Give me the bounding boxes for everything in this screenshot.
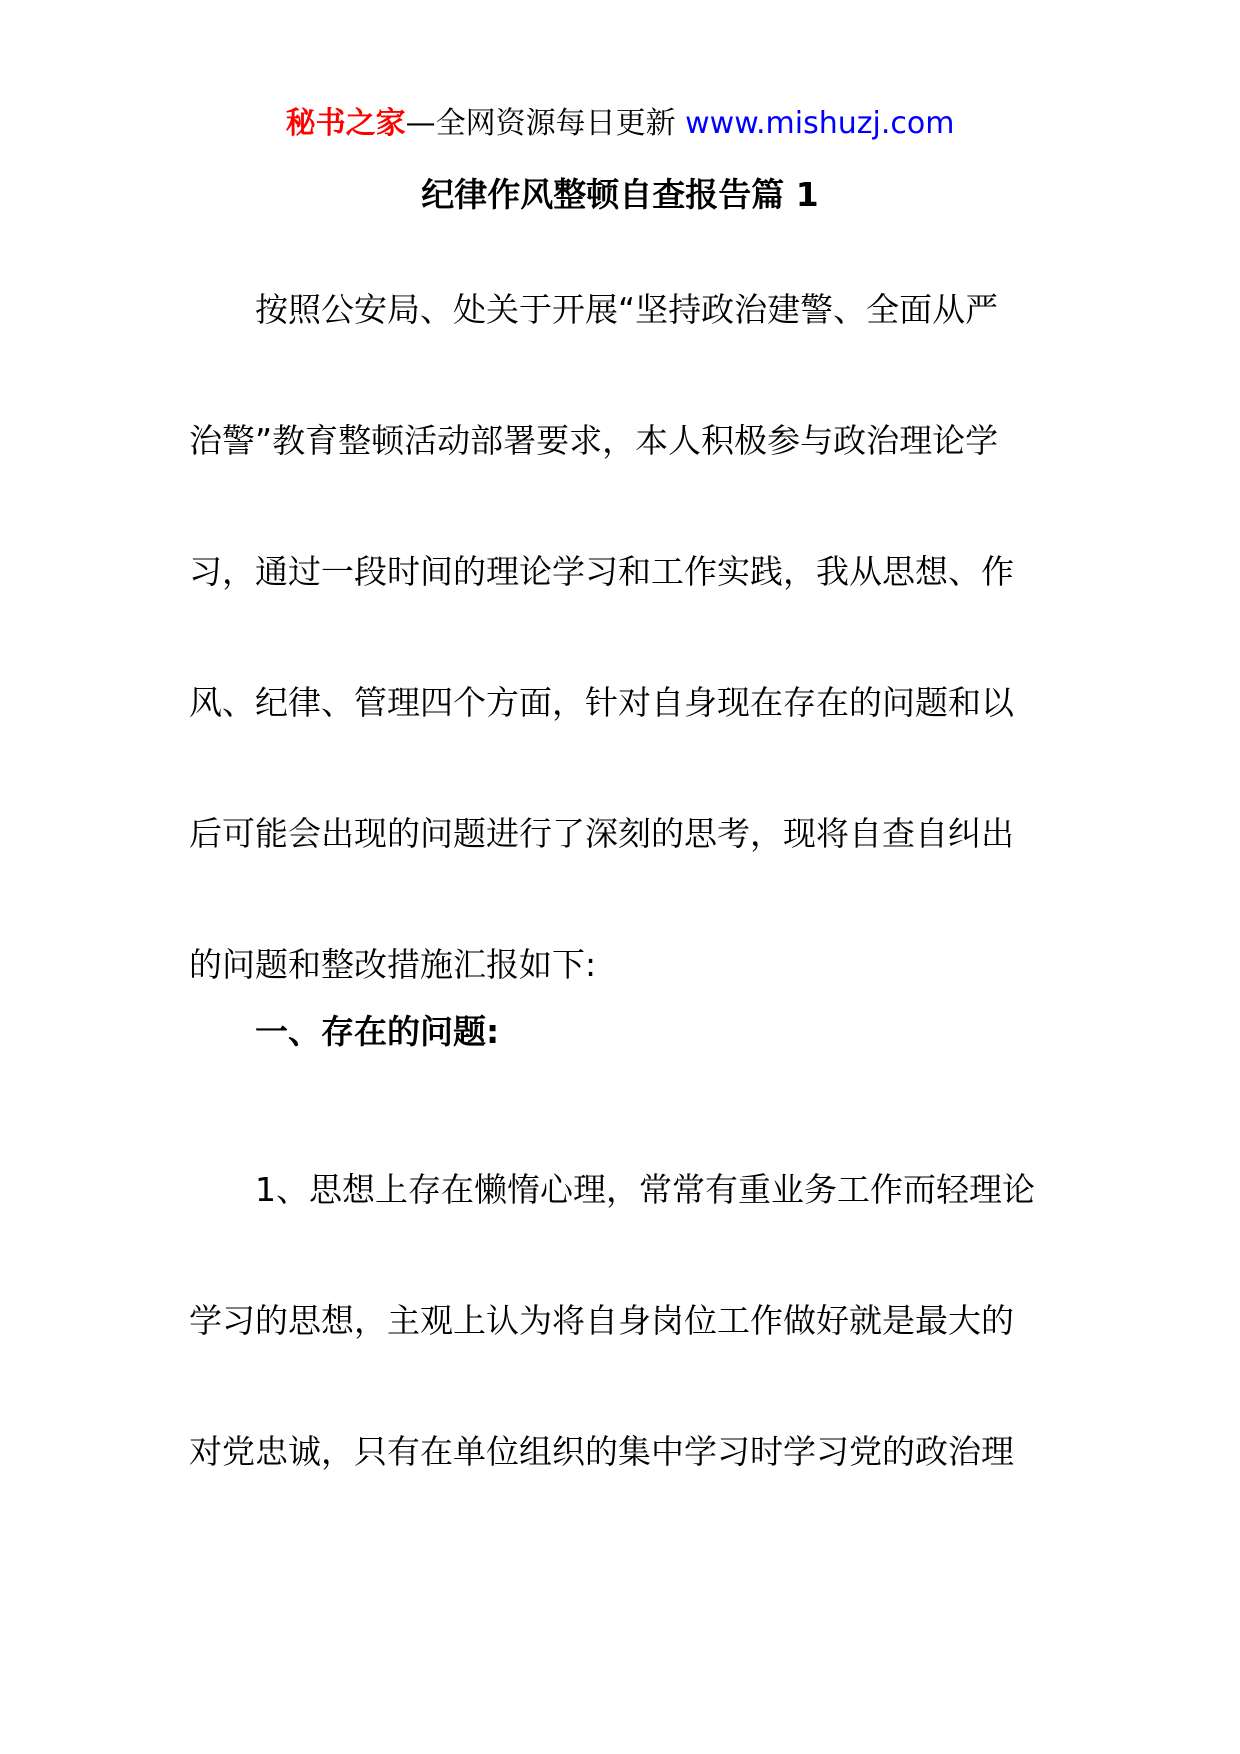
paragraph-line: 后可能会出现的问题进行了深刻的思考，现将自查自纠出 [189, 814, 1014, 853]
paragraph-line: 习，通过一段时间的理论学习和工作实践，我从思想、作 [189, 552, 1014, 591]
header-tagline: —全网资源每日更新 [405, 106, 686, 141]
item-1 [189, 1124, 1069, 1517]
item-line: 1、思想上存在懒惰心理，常常有重业务工作而轻理论 [255, 1170, 1035, 1209]
section-heading-problems [189, 1008, 1069, 1056]
brand-name: 秘书之家 [285, 106, 406, 141]
paragraph-line: 治警”教育整顿活动部署要求，本人积极参与政治理论学 [189, 421, 999, 460]
document-title: 纪律作风整顿自查报告篇 1 [421, 175, 819, 214]
item-line: 学习的思想，主观上认为将自身岗位工作做好就是最大的 [189, 1301, 1014, 1340]
section-heading: 一、存在的问题: [255, 1012, 500, 1051]
item-line: 对党忠诚，只有在单位组织的集中学习时学习党的政治理 [189, 1432, 1014, 1471]
paragraph-line: 风、纪律、管理四个方面，针对自身现在存在的问题和以 [189, 683, 1014, 722]
paragraph-line: 按照公安局、处关于开展“坚持政治建警、全面从严 [255, 290, 999, 329]
site-header [0, 100, 1240, 148]
paragraph-line: 的问题和整改措施汇报如下: [189, 945, 597, 984]
paragraph-intro [189, 244, 1069, 1030]
site-url-link[interactable]: www.mishuzj.com [685, 106, 955, 141]
